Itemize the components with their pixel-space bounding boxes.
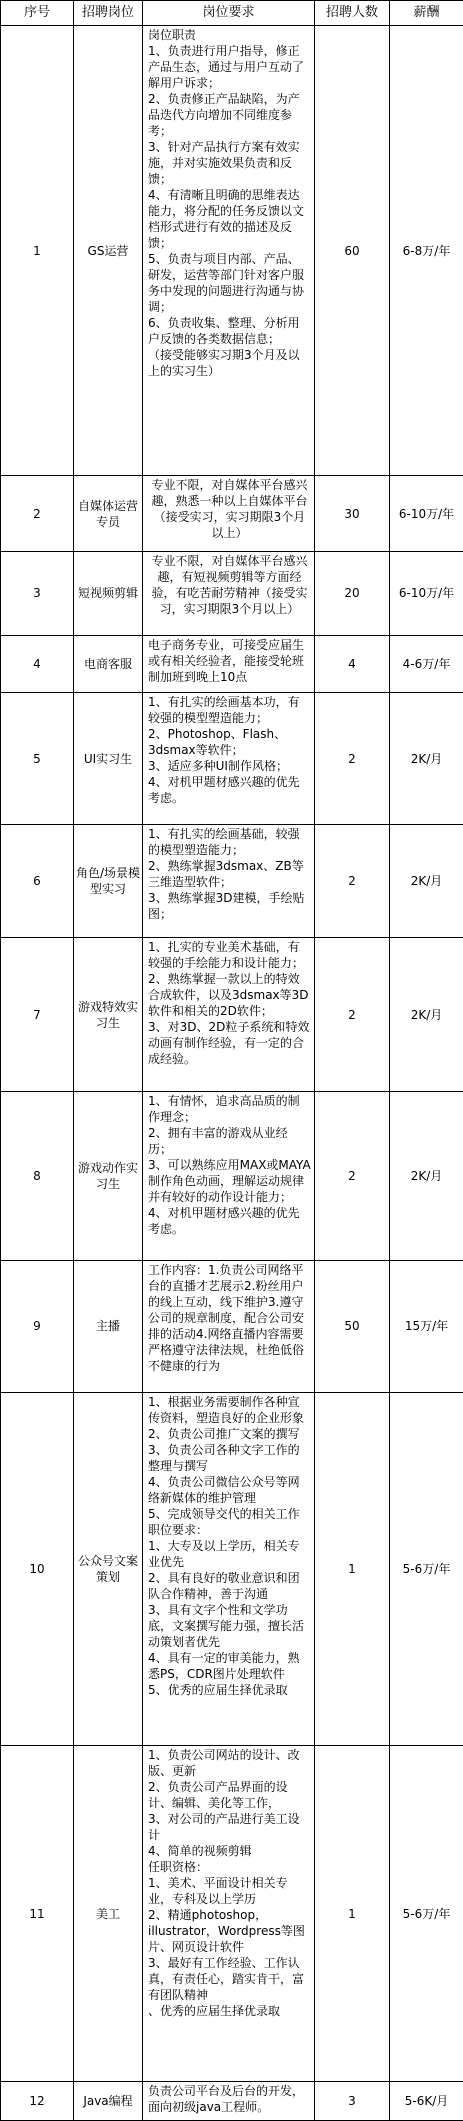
row-salary: 15万/年 — [390, 1260, 463, 1392]
row-position: Java编程 — [74, 2081, 143, 2120]
row-seq: 1 — [1, 26, 74, 476]
row-requirements — [143, 825, 315, 938]
requirement-line: 3、对公司的产品进行美工设计 — [148, 1812, 300, 1843]
requirement-line: 6、负责收集、整理、分析用户反馈的各类数据信息； — [148, 316, 300, 347]
requirement-line: 2、负责公司推广文案的撰写 — [148, 1426, 300, 1441]
requirement-line: 4、有清晰且明确的思维表达能力，将分配的任务反馈以文档形式进行有效的描述及反馈； — [148, 188, 305, 251]
row-position: UI实习生 — [74, 693, 143, 825]
row-count: 1 — [315, 1746, 390, 2081]
requirements-text — [143, 693, 314, 824]
row-count: 1 — [315, 1392, 390, 1746]
requirement-line: 专业不限，对自媒体平台感兴趣，熟悉一种以上自媒体平台（接受实习，实习期限3个月以上） — [151, 478, 308, 541]
requirement-line: 2、具有良好的敬业意识和团队合作精神，善于沟通 — [148, 1570, 300, 1601]
row-requirements — [143, 1392, 315, 1746]
row-salary: 2K/月 — [390, 825, 463, 938]
requirement-line: 1、根据业务需要制作各种宣传资料，塑造良好的企业形象 — [148, 1394, 305, 1425]
requirement-line: 1、负责公司网站的设计、改版、更新 — [148, 1748, 300, 1779]
table-row — [1, 693, 463, 825]
requirement-line: 2、Photoshop、Flash、3dsmax等软件； — [148, 727, 287, 758]
requirement-line: 1、扎实的专业美术基础，有较强的手绘能力和设计能力； — [148, 940, 305, 971]
row-count: 2 — [315, 693, 390, 825]
requirements-text — [143, 2082, 314, 2121]
header-position: 招聘岗位 — [74, 1, 143, 26]
row-seq: 8 — [1, 1092, 74, 1261]
row-position: 角色/场景模型实习 — [74, 825, 143, 938]
requirement-line: 2、熟练掌握3dsmax、ZB等三维造型软件； — [148, 859, 304, 890]
requirement-line: 2、熟练掌握一款以上的特效合成软件，以及3dsmax等3D软件和相关的2D软件； — [148, 972, 309, 1019]
row-requirements — [143, 1746, 315, 2081]
row-salary: 6-10万/年 — [390, 476, 463, 552]
requirement-line: 3、适应多种UI制作风格； — [148, 759, 288, 774]
requirement-line: 、优秀的应届生择优录取 — [148, 2004, 281, 2019]
row-requirements — [143, 2081, 315, 2120]
row-salary: 2K/月 — [390, 938, 463, 1092]
row-requirements — [143, 1092, 315, 1261]
requirement-line: 5、完成领导交代的相关工作 — [148, 1506, 300, 1521]
row-salary: 5-6万/年 — [390, 1746, 463, 2081]
row-requirements — [143, 26, 315, 476]
requirement-line: 3、对3D、2D粒子系统和特效动画有制作经验，有一定的合成经验。 — [148, 1020, 310, 1067]
requirement-line: 2、负责修正产品缺陷，为产品迭代方向增加不同维度参考； — [148, 92, 300, 139]
row-requirements — [143, 693, 315, 825]
requirement-line: 电子商务专业，可接受应届生或有相关经验者，能接受轮班制加班到晚上10点 — [148, 637, 305, 684]
row-count: 20 — [315, 552, 390, 635]
requirement-line: 3、针对产品执行方案有效实施，并对实施效果负责和反馈； — [148, 140, 300, 187]
row-requirements — [143, 1260, 315, 1392]
row-seq: 3 — [1, 552, 74, 635]
table-row — [1, 938, 463, 1092]
table-row — [1, 1392, 463, 1746]
requirement-line: 2、负责公司产品界面的设计、编辑、美化等工作， — [148, 1780, 288, 1811]
row-seq: 6 — [1, 825, 74, 938]
row-requirements — [143, 476, 315, 552]
row-seq: 10 — [1, 1392, 74, 1746]
row-position: 主播 — [74, 1260, 143, 1392]
requirements-text — [143, 1746, 314, 2081]
row-count: 2 — [315, 825, 390, 938]
requirement-line: 1、美术、平面设计相关专业，专科及以上学历 — [148, 1876, 288, 1907]
row-count: 3 — [315, 2081, 390, 2120]
table-row — [1, 1746, 463, 2081]
row-salary: 6-8万/年 — [390, 26, 463, 476]
requirement-line: 5、优秀的应届生择优录取 — [148, 1682, 288, 1697]
header-requirements: 岗位要求 — [143, 1, 315, 26]
requirement-line: 3、最好有工作经验、工作认真，有责任心，踏实肯干，富有团队精神 — [148, 1956, 305, 2003]
requirement-line: 岗位职责 — [148, 28, 197, 43]
requirement-line: 1、有扎实的绘画基础，较强的模型塑造能力； — [148, 827, 300, 858]
requirements-text — [143, 636, 314, 693]
requirement-line: 1、负责进行用户指导，修正产品生态，通过与用户互动了解用户诉求； — [148, 44, 305, 91]
row-position: 游戏动作实习生 — [74, 1092, 143, 1261]
requirements-text — [143, 552, 314, 635]
requirements-text — [143, 1092, 314, 1260]
row-position: 电商客服 — [74, 635, 143, 693]
requirement-line: 3、具有文字个性和文学功底，文案撰写能力强，擅长活动策划者优先 — [148, 1602, 305, 1649]
requirements-text — [143, 825, 314, 938]
requirement-line: 5、负责与项目内部、产品、研发，运营等部门针对客户服务中发现的问题进行沟通与协调； — [148, 252, 305, 315]
requirement-line: 3、负责公司各种文字工作的整理与撰写 — [148, 1442, 300, 1473]
row-seq: 11 — [1, 1746, 74, 2081]
row-position: 公众号文案策划 — [74, 1392, 143, 1746]
header-salary: 薪酬 — [390, 1, 463, 26]
row-salary: 5-6万/年 — [390, 1392, 463, 1746]
header-count: 招聘人数 — [315, 1, 390, 26]
row-position: 自媒体运营专员 — [74, 476, 143, 552]
row-salary: 6-10万/年 — [390, 552, 463, 635]
requirement-line: 负责公司平台及后台的开发，面向初级java工程师。 — [148, 2083, 305, 2114]
requirement-line: 4、具有一定的审美能力，熟悉PS，CDR图片处理软件 — [148, 1650, 300, 1681]
row-salary: 5-6K/月 — [390, 2081, 463, 2120]
row-requirements — [143, 938, 315, 1092]
table-row — [1, 552, 463, 635]
requirement-line: 4、对机甲题材感兴趣的优先考虑。 — [148, 1206, 300, 1237]
header-seq: 序号 — [1, 1, 74, 26]
row-count: 60 — [315, 26, 390, 476]
requirement-line: 1、有情怀，追求高品质的制作理念； — [148, 1094, 300, 1125]
table-row — [1, 476, 463, 552]
row-seq: 7 — [1, 938, 74, 1092]
row-seq: 12 — [1, 2081, 74, 2120]
requirements-text — [143, 476, 314, 552]
requirements-text — [143, 26, 314, 475]
requirement-line: 专业不限，对自媒体平台感兴趣，有短视频剪辑等方面经验，有吃苦耐劳精神（接受实习，实习期限3个月以上） — [151, 554, 308, 617]
table-header-row — [1, 1, 463, 26]
row-salary: 4-6万/年 — [390, 635, 463, 693]
table-row — [1, 26, 463, 476]
row-count: 50 — [315, 1260, 390, 1392]
row-position: 美工 — [74, 1746, 143, 2081]
row-requirements — [143, 635, 315, 693]
row-count: 4 — [315, 635, 390, 693]
requirement-line: 1、大专及以上学历，相关专业优先 — [148, 1538, 300, 1569]
requirement-line: （接受能够实习期3个月及以上的实习生） — [148, 348, 300, 379]
requirement-line: 4、简单的视频剪辑 — [148, 1844, 252, 1859]
requirement-line: 4、对机甲题材感兴趣的优先考虑。 — [148, 775, 300, 806]
row-requirements — [143, 552, 315, 635]
row-seq: 9 — [1, 1260, 74, 1392]
row-position: 游戏特效实习生 — [74, 938, 143, 1092]
row-salary: 2K/月 — [390, 693, 463, 825]
row-position: GS运营 — [74, 26, 143, 476]
row-seq: 5 — [1, 693, 74, 825]
requirement-line: 1、有扎实的绘画基本功，有较强的模型塑造能力； — [148, 695, 300, 726]
requirements-text — [143, 938, 314, 1091]
row-seq: 2 — [1, 476, 74, 552]
table-row — [1, 2081, 463, 2120]
requirement-line: 3、熟练掌握3D建模，手绘贴图； — [148, 891, 305, 922]
requirement-line: 3、可以熟练应用MAX或MAYA制作角色动画，理解运动规律并有较好的动作设计能力； — [148, 1158, 311, 1205]
table-row — [1, 1260, 463, 1392]
requirement-line: 工作内容：1.负责公司网络平台的直播才艺展示2.粉丝用户的线上互动，线下维护3.遵守公司的规章制度，配合公司安排的活动4.网络直播内容需要严格遵守法律法规，杜绝低俗不健康的行为 — [148, 1262, 305, 1373]
requirement-line: 4、负责公司微信公众号等网络新媒体的维护管理 — [148, 1474, 300, 1505]
requirements-text — [143, 1261, 314, 1392]
row-count: 2 — [315, 938, 390, 1092]
row-salary: 2K/月 — [390, 1092, 463, 1261]
row-count: 2 — [315, 1092, 390, 1261]
requirement-line: 2、拥有丰富的游戏从业经历； — [148, 1126, 288, 1157]
requirements-text — [143, 1393, 314, 1746]
requirement-line: 职位要求： — [148, 1522, 209, 1537]
requirement-line: 任职资格： — [148, 1860, 209, 1875]
table-row — [1, 635, 463, 693]
table-row — [1, 1092, 463, 1261]
row-position: 短视频剪辑 — [74, 552, 143, 635]
row-count: 30 — [315, 476, 390, 552]
row-seq: 4 — [1, 635, 74, 693]
requirement-line: 2、精通photoshop，illustrator，Wordpress等图片、网页设计软件 — [148, 1908, 305, 1955]
table-row — [1, 825, 463, 938]
